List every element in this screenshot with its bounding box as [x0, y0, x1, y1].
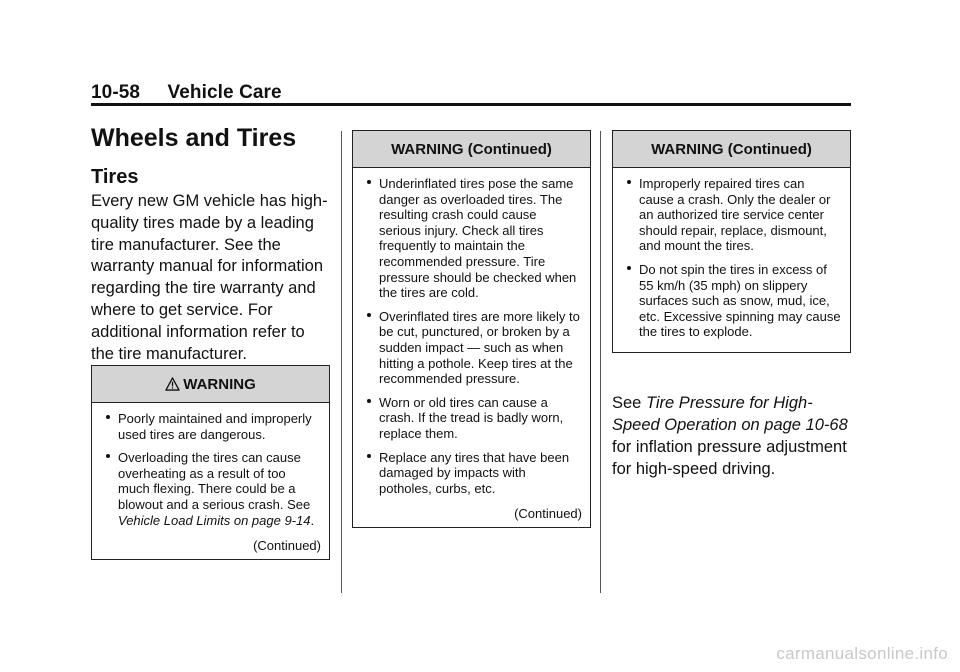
warning-header: WARNING (Continued) — [353, 131, 590, 168]
warning-title: WARNING — [183, 375, 256, 393]
page-number: 10-58 — [91, 82, 141, 103]
warning-box — [91, 365, 330, 560]
warning-item — [102, 450, 321, 528]
continued-label: (Continued) — [514, 506, 582, 522]
header-rule — [91, 103, 851, 106]
warning-item: Worn or old tires can cause a crash. If the tread is badly worn, replace them. — [363, 395, 582, 442]
warning-list — [92, 403, 329, 540]
column-divider — [600, 131, 601, 593]
warning-box-continued — [352, 130, 591, 528]
warning-item: Replace any tires that have been damaged by impacts with potholes, curbs, etc. — [363, 450, 582, 497]
page-header — [91, 82, 282, 104]
warning-item: Poorly maintained and improperly used tires are dangerous. — [102, 411, 321, 442]
watermark: carmanualsonline.info — [776, 644, 948, 663]
continued-label: (Continued) — [253, 538, 321, 554]
warning-header: WARNING (Continued) — [613, 131, 850, 168]
see-reference-paragraph — [612, 392, 857, 480]
warning-item-text: Overloading the tires can cause overheating as a result of too much flexing. There could be a blowout and a serious crash. See — [118, 450, 311, 512]
warning-list — [613, 168, 850, 352]
warning-item: Improperly repaired tires can cause a crash. Only the dealer or an authorized tire service center should repair, replace, dismount, and mount the tires. — [623, 176, 842, 254]
column-divider — [341, 131, 342, 593]
warning-list — [353, 168, 590, 508]
warning-header — [92, 366, 329, 403]
warning-item-end: . — [310, 512, 315, 528]
warning-triangle-icon — [165, 377, 180, 391]
cross-reference-link[interactable]: Tire Pressure for High-Speed Operation on page 10-68 — [612, 394, 848, 434]
section-title: Vehicle Care — [167, 82, 282, 103]
intro-paragraph: Every new GM vehicle has high-quality tires made by a leading tire manufacturer. See the warranty manual for information regarding the tire warranty and where to get service. For additional information refer to the tire manufacturer. — [91, 192, 328, 363]
warning-box-continued — [612, 130, 851, 353]
page-heading: Wheels and Tires — [91, 124, 297, 152]
see-suffix: for inflation pressure adjustment for high-speed driving. — [612, 438, 847, 478]
warning-item: Do not spin the tires in excess of 55 km/h (35 mph) on slippery surfaces such as snow, mud, ice, etc. Excessive spinning may cause the tires to explode. — [623, 262, 842, 340]
see-prefix: See — [612, 394, 646, 412]
subheading: Tires — [91, 166, 139, 188]
warning-item: Overinflated tires are more likely to be cut, punctured, or broken by a sudden impact — such as when hitting a pothole. Keep tires at the recommended pressure. — [363, 309, 582, 387]
cross-reference: Vehicle Load Limits on page 9-14 — [118, 512, 311, 528]
warning-item: Underinflated tires pose the same danger as overloaded tires. The resulting crash could cause serious injury. Check all tires frequently to maintain the recommended pressure. Tire pressure should be checked when the tires are cold. — [363, 176, 582, 301]
